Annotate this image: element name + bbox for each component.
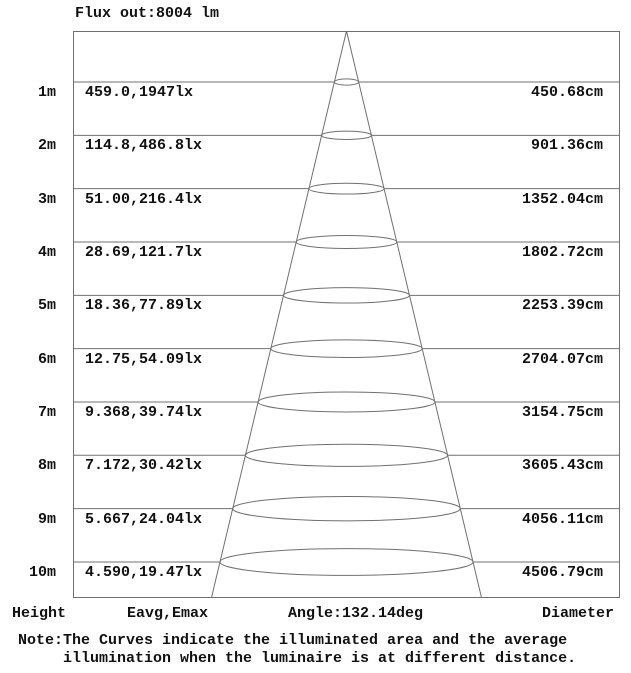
diameter-value-3m: 1352.04cm xyxy=(521,191,603,208)
illumination-ellipse-4m xyxy=(296,235,397,248)
height-label-6m: 6m xyxy=(37,351,56,368)
illumination-ellipse-9m xyxy=(233,496,461,520)
diameter-value-9m: 4056.11cm xyxy=(521,511,603,528)
illumination-ellipse-8m xyxy=(245,444,447,466)
note-text-line1: Note:The Curves indicate the illuminated area and the average xyxy=(18,632,568,649)
eavg-emax-value-2m: 114.8,486.8lx xyxy=(85,137,203,154)
eavg-emax-value-10m: 4.590,19.47lx xyxy=(85,564,203,581)
height-label-5m: 5m xyxy=(37,297,56,314)
diameter-value-6m: 2704.07cm xyxy=(521,351,603,368)
eavg-emax-value-5m: 18.36,77.89lx xyxy=(85,297,203,314)
illumination-ellipse-7m xyxy=(258,392,435,412)
illumination-ellipse-5m xyxy=(284,288,410,303)
illumination-ellipse-6m xyxy=(271,340,422,358)
diameter-value-7m: 3154.75cm xyxy=(521,404,603,421)
diameter-value-5m: 2253.39cm xyxy=(521,297,603,314)
height-label-9m: 9m xyxy=(37,511,56,528)
eavg-emax-value-7m: 9.368,39.74lx xyxy=(85,404,203,421)
note-text-line2: illumination when the luminaire is at different distance. xyxy=(63,650,577,667)
column-label-eavg-emax: Eavg,Emax xyxy=(127,605,209,622)
column-label-height: Height xyxy=(12,605,67,622)
height-label-4m: 4m xyxy=(37,244,56,261)
diameter-value-2m: 901.36cm xyxy=(530,137,603,154)
diameter-value-1m: 450.68cm xyxy=(530,84,603,101)
diameter-value-4m: 1802.72cm xyxy=(521,244,603,261)
illumination-ellipse-1m xyxy=(334,79,358,85)
height-label-2m: 2m xyxy=(37,137,56,154)
eavg-emax-value-9m: 5.667,24.04lx xyxy=(85,511,203,528)
column-label-diameter: Diameter xyxy=(542,605,615,622)
illumination-ellipse-10m xyxy=(220,549,473,576)
illumination-ellipse-3m xyxy=(309,183,384,194)
beam-angle-label: Angle:132.14deg xyxy=(288,605,424,622)
height-label-1m: 1m xyxy=(37,84,56,101)
eavg-emax-value-8m: 7.172,30.42lx xyxy=(85,457,203,474)
eavg-emax-value-6m: 12.75,54.09lx xyxy=(85,351,203,368)
diameter-value-8m: 3605.43cm xyxy=(521,457,603,474)
diameter-value-10m: 4506.79cm xyxy=(521,564,603,581)
height-label-10m: 10m xyxy=(28,564,56,581)
flux-output-label: Flux out:8004 lm xyxy=(75,5,220,22)
illumination-ellipse-2m xyxy=(322,131,372,139)
height-label-3m: 3m xyxy=(37,191,56,208)
eavg-emax-value-1m: 459.0,1947lx xyxy=(85,84,194,101)
eavg-emax-value-3m: 51.00,216.4lx xyxy=(85,191,203,208)
eavg-emax-value-4m: 28.69,121.7lx xyxy=(85,244,203,261)
height-label-7m: 7m xyxy=(37,404,56,421)
height-label-8m: 8m xyxy=(37,457,56,474)
